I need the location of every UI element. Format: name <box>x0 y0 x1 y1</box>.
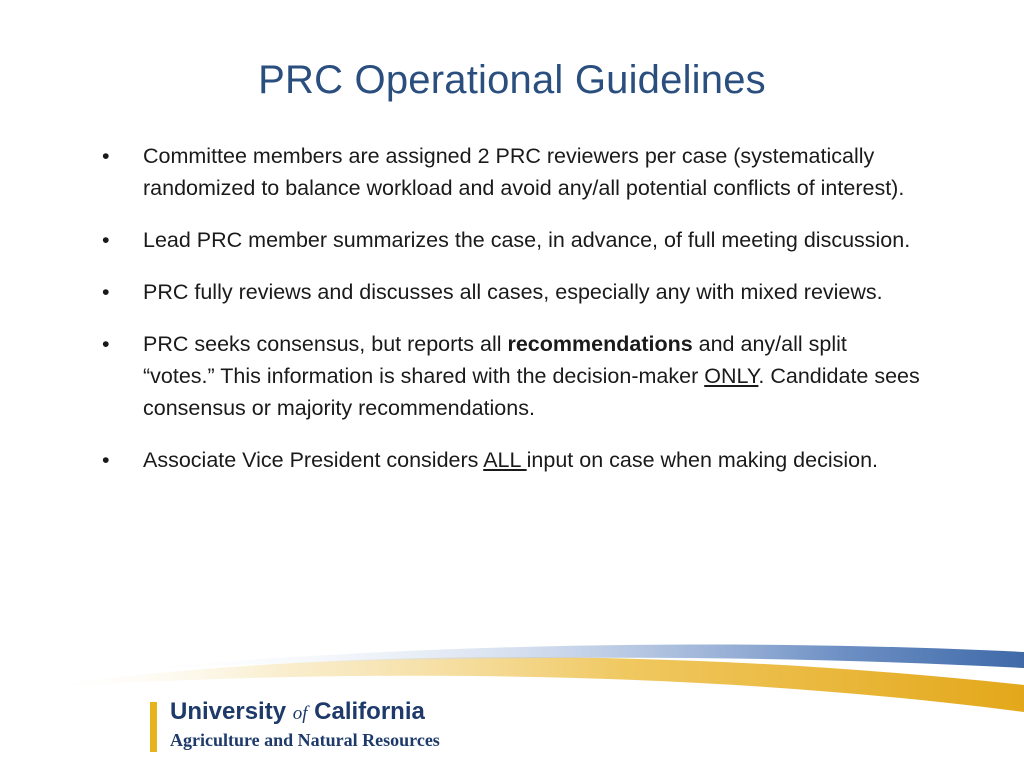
logo-text-part: California <box>307 698 425 725</box>
bullet-text-part: Associate Vice President considers <box>143 448 484 472</box>
bullet-item-4 <box>102 328 922 424</box>
bullet-dot: • <box>102 332 110 356</box>
logo-gold-bar <box>150 702 157 752</box>
underline-emphasis: ONLY <box>704 364 759 388</box>
logo-of: of <box>292 703 308 724</box>
bullet-text: Committee members are assigned 2 PRC reviewers per case (systematically randomized to balance workload and avoid any/all potential conflicts of interest). <box>143 144 905 200</box>
bullet-dot: • <box>102 228 110 252</box>
bullet-text-part: . Candidate sees consensus or majority recommendations. <box>143 364 920 420</box>
bullet-text: Lead PRC member summarizes the case, in advance, of full meeting discussion. <box>143 228 911 252</box>
logo-division-name: Agriculture and Natural Resources <box>170 730 440 750</box>
bullet-text: PRC fully reviews and discusses all cases, especially any with mixed reviews. <box>143 280 883 304</box>
bullet-text-part: input on case when making decision. <box>526 448 879 472</box>
slide-title: PRC Operational Guidelines <box>258 58 766 102</box>
bold-emphasis: recommendations <box>507 332 693 356</box>
bullet-dot: • <box>102 448 110 472</box>
bullet-text-part: and any/all split “votes.” This information is shared with the decision-maker <box>143 332 847 388</box>
bullet-text <box>143 448 878 472</box>
bullet-text <box>143 332 920 420</box>
bullet-text-part: PRC seeks consensus, but reports all <box>143 332 508 356</box>
underline-emphasis: ALL <box>483 448 527 472</box>
bullet-item-2 <box>102 224 922 256</box>
bullet-item-1 <box>102 140 922 204</box>
logo-university-name <box>170 698 425 726</box>
bullet-dot: • <box>102 144 110 168</box>
bullet-dot: • <box>102 280 110 304</box>
bullet-item-5 <box>102 444 922 476</box>
bullet-item-3 <box>102 276 922 308</box>
bullet-list <box>102 140 922 496</box>
logo-text-part: University <box>170 698 293 725</box>
